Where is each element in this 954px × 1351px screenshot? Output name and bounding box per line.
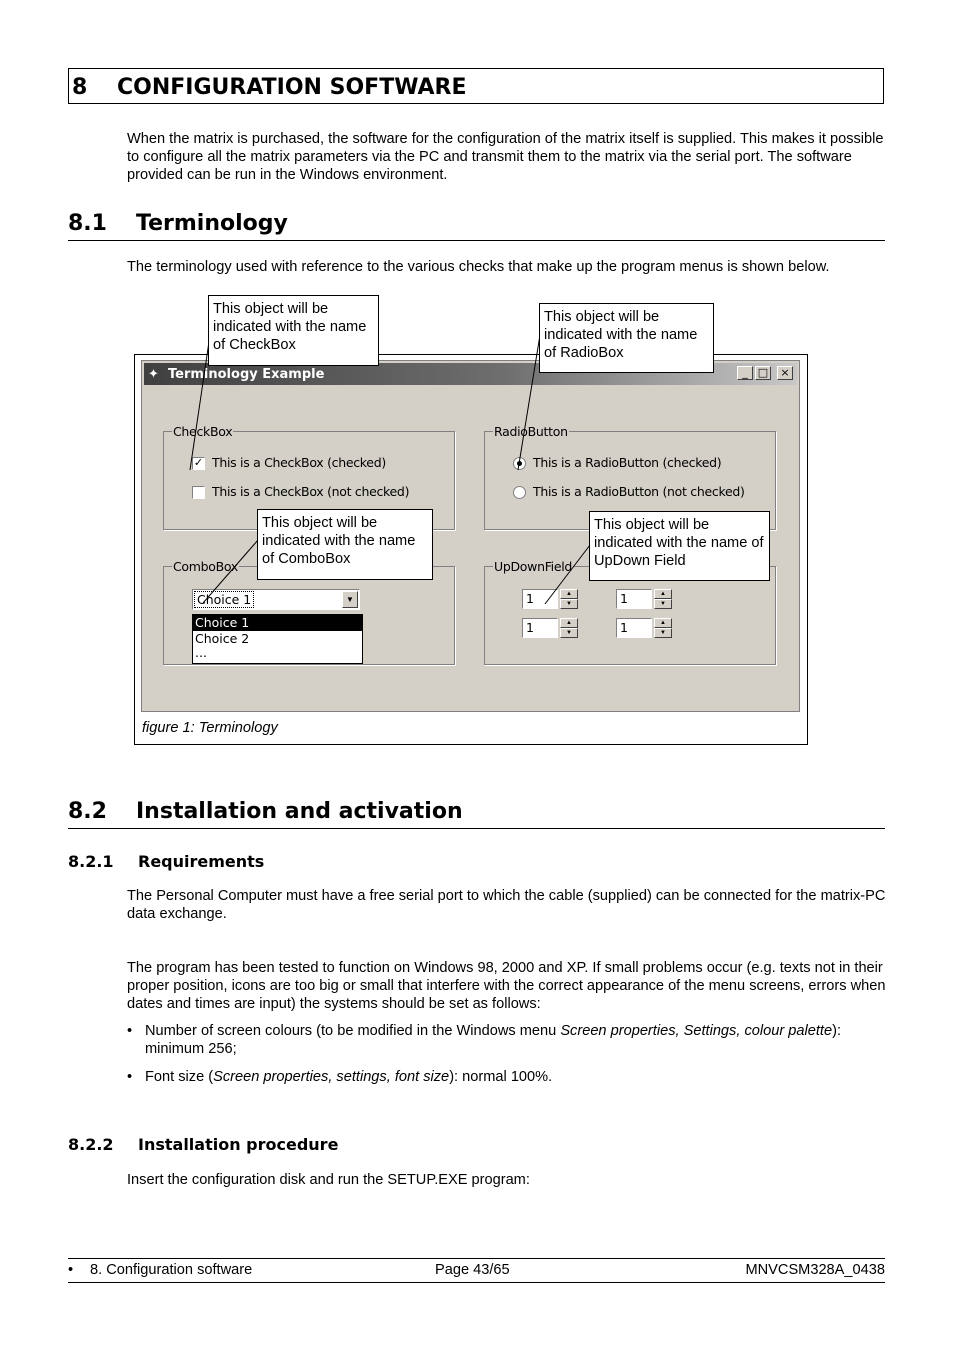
subsection-title: Installation procedure: [138, 1135, 339, 1154]
checkbox-checked[interactable]: ✓: [193, 457, 204, 469]
section-heading-8-2: [68, 799, 885, 829]
terminology-paragraph: The terminology used with reference to the various checks that make up the program menus is shown below.: [127, 259, 830, 275]
chapter-number: 8: [72, 75, 88, 100]
maximize-button[interactable]: □: [755, 366, 771, 380]
combo-option[interactable]: ...: [195, 645, 207, 660]
combo-option[interactable]: Choice 2: [195, 631, 250, 646]
spin-down-icon[interactable]: ▼: [560, 628, 578, 638]
combo-option[interactable]: Choice 1: [193, 615, 362, 631]
window-title: Terminology Example: [168, 367, 325, 382]
section-number: 8.2: [68, 799, 107, 824]
radio-group-legend: RadioButton: [494, 424, 568, 439]
figure-caption: figure 1: Terminology: [142, 720, 278, 736]
updown-field[interactable]: 1: [616, 589, 652, 609]
section-title: Terminology: [136, 211, 288, 236]
spin-down-icon[interactable]: ▼: [654, 599, 672, 609]
spin-down-icon[interactable]: ▼: [560, 599, 578, 609]
chapter-title: CONFIGURATION SOFTWARE: [117, 75, 467, 100]
minimize-button[interactable]: _: [737, 366, 753, 380]
radiobox-leader-line: [518, 335, 540, 470]
requirements-list: [127, 1022, 887, 1096]
checkbox-group-legend: CheckBox: [173, 424, 233, 439]
footer-doc-code: MNVCSM328A_0438: [745, 1262, 885, 1278]
page-footer: [68, 1258, 885, 1283]
checkbox-unchecked-label: This is a CheckBox (not checked): [212, 484, 410, 499]
radio-unchecked-label: This is a RadioButton (not checked): [533, 484, 745, 499]
footer-page-number: Page 43/65: [435, 1262, 510, 1278]
dropdown-arrow-icon[interactable]: ▼: [342, 591, 358, 608]
checkbox-leader-line: [190, 335, 210, 470]
subsection-number: 8.2.1: [68, 852, 114, 871]
callout-checkbox: This object will be indicated with the name of CheckBox: [208, 295, 379, 366]
updown-group-legend: UpDownField: [494, 559, 573, 574]
list-item: • Number of screen colours (to be modified in the Windows menu Screen properties, Settings, colour palette): minimum 256;: [127, 1023, 841, 1057]
combo-selected-value: Choice 1: [197, 592, 252, 607]
requirements-paragraph-1: The Personal Computer must have a free serial port to which the cable (supplied) can be connected for the matrix-PC data exchange.: [127, 888, 886, 922]
updown-field[interactable]: 1: [616, 618, 652, 638]
callout-radiobox: This object will be indicated with the name of RadioBox: [539, 303, 714, 373]
callout-updown: This object will be indicated with the name of UpDown Field: [589, 511, 770, 581]
callout-combobox: This object will be indicated with the name of ComboBox: [257, 509, 433, 580]
radio-checked-label: This is a RadioButton (checked): [533, 455, 722, 470]
intro-paragraph: When the matrix is purchased, the software for the configuration of the matrix itself is supplied. This makes it possible to configure all the matrix parameters via the PC and transmit them to the matrix via the serial port. The software provided can be run in the Windows environment.: [127, 131, 884, 183]
checkbox-checked-label: This is a CheckBox (checked): [212, 455, 386, 470]
footer-bullet: •: [68, 1262, 74, 1278]
spin-up-icon[interactable]: ▲: [654, 589, 672, 599]
section-title: Installation and activation: [136, 799, 463, 824]
close-button[interactable]: ×: [777, 366, 793, 380]
spin-up-icon[interactable]: ▲: [560, 589, 578, 599]
footer-chapter: 8. Configuration software: [90, 1262, 253, 1278]
requirements-paragraph-2: The program has been tested to function on Windows 98, 2000 and XP. If small problems occur (e.g. texts not in their proper position, icons are too big or small that interfere with the correct appearance of the menu screens, errors when dates and times are input) the systems should be set as follows:: [127, 960, 886, 1012]
spin-up-icon[interactable]: ▲: [560, 618, 578, 628]
updown-field[interactable]: 1: [522, 589, 558, 609]
updown-leader-line: [545, 545, 590, 604]
bullet-mark: •: [127, 1069, 133, 1085]
subsection-number: 8.2.2: [68, 1135, 114, 1154]
subsection-title: Requirements: [138, 852, 265, 871]
list-item: • Font size (Screen properties, settings, font size): normal 100%.: [127, 1069, 553, 1085]
updown-field[interactable]: 1: [522, 618, 558, 638]
section-number: 8.1: [68, 211, 107, 236]
spin-down-icon[interactable]: ▼: [654, 628, 672, 638]
installation-paragraph: Insert the configuration disk and run the SETUP.EXE program:: [127, 1172, 530, 1188]
bullet-mark: •: [127, 1023, 133, 1039]
app-icon: ✦: [148, 366, 159, 381]
combobox-leader-line: [203, 540, 258, 603]
spin-up-icon[interactable]: ▲: [654, 618, 672, 628]
combo-group-legend: ComboBox: [173, 559, 238, 574]
